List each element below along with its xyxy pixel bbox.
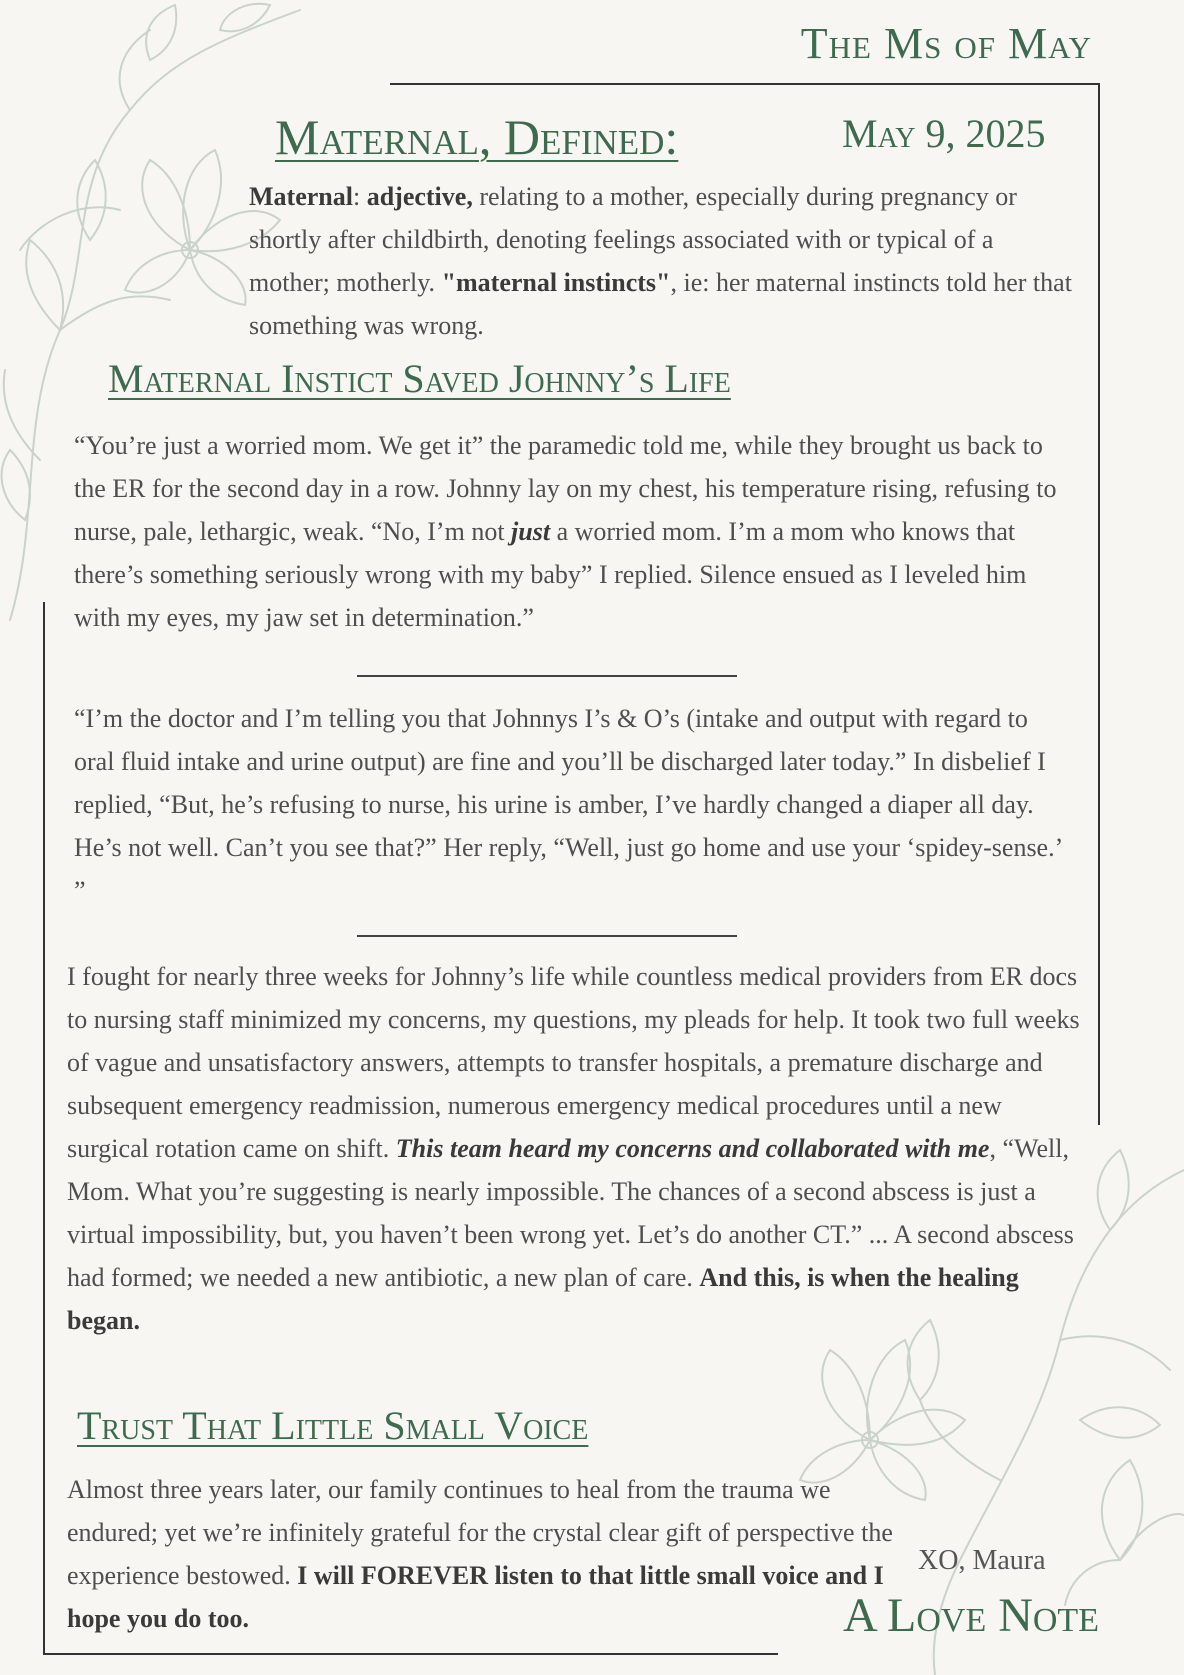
closing-paragraph: Almost three years later, our family continues to heal from the trauma we endured; yet we’re infinitely grateful for the crystal clear gift of perspective the experience bestowed. I will FOREVER listen to that little small voice and I hope you do too. [67,1475,893,1633]
newsletter-title: The Ms of May [800,19,1092,68]
divider-line [357,675,737,677]
frame-bottom-rule [43,1653,778,1655]
story-paragraph-1: “You’re just a worried mom. We get it” the paramedic told me, while they brought us back to the ER for the second day in a row. Johnny lay on my chest, his temperature rising, refusing to nurse, pale, lethargic, weak. “No, I’m not just a worried mom. I’m a mom who knows that there’s something seriously wrong with my baby” I replied. Silence ensued as I leveled him with my eyes, my jaw set in determination.” [74,431,1057,632]
story-paragraph-2: “I’m the doctor and I’m telling you that Johnnys I’s & O’s (intake and output with regard to oral fluid intake and urine output) are fine and you’ll be discharged later today.” In disbelief I replied, “But, he’s refusing to nurse, his urine is amber, I’ve hardly changed a diaper all day. He’s not well. Can’t you see that?” Her reply, “Well, just go home and use your ‘spidey-sense.’ ” [74,704,1062,905]
part-of-speech: adjective, [366,182,473,211]
frame-right-rule [1098,83,1100,1125]
divider-line [357,935,737,937]
story-paragraph-3: I fought for nearly three weeks for Johnny’s life while countless medical providers from ER docs to nursing staff minimized my concerns, my questions, my pleads for help. It took two full weeks of vague and unsatisfactory answers, attempts to transfer hospitals, a premature discharge and subsequent emergency readmission, numerous emergency medical procedures until a new surgical rotation came on shift. This team heard my concerns and collaborated with me, “Well, Mom. What you’re suggesting is nearly impossible. The chances of a second abscess is just a virtual impossibility, but, you haven’t been wrong yet. Let’s do another CT.” ... A second abscess had formed; we needed a new antibiotic, a new plan of care. And this, is when the healing began. [67,962,1080,1335]
definition-term: Maternal [249,182,353,211]
issue-date: May 9, 2025 [842,111,1046,156]
section-heading-trust-voice: Trust That Little Small Voice [77,1403,589,1448]
definition-paragraph: Maternal: adjective, relating to a mother, especially during pregnancy or shortly after childbirth, denoting feelings associated with or typical of a mother; motherly. "maternal instincts", ie: her maternal instincts told her that something was wrong. [249,182,1072,340]
example-quote: "maternal instincts" [441,268,671,297]
section-heading-maternal-instinct: Maternal Instict Saved Johnny’s Life [108,356,731,401]
frame-top-rule [390,83,1100,85]
frame-left-rule [43,602,45,1655]
signature: XO, Maura [918,1545,1046,1576]
brand-footer: A Love Note [843,1589,1099,1642]
page-heading: Maternal, Defined: [275,109,679,165]
